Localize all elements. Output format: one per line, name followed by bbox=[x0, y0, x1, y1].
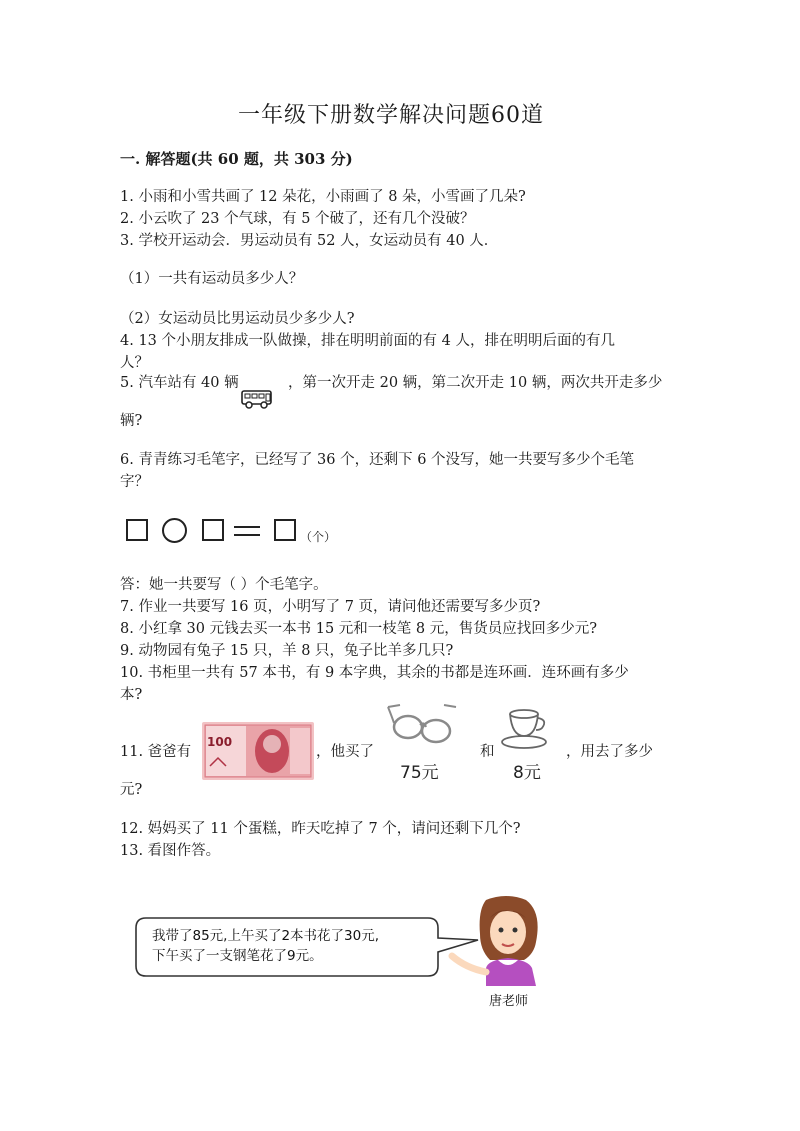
bus-icon bbox=[240, 386, 274, 416]
question-10: 10. 书柜里一共有 57 本书，有 9 本字典，其余的书都是连环画．连环画有多少 bbox=[120, 665, 629, 681]
answer-box bbox=[126, 519, 148, 541]
question-11-cont: ，他买了 bbox=[316, 744, 374, 760]
banknote-value: 100 bbox=[207, 735, 233, 749]
question-4-cont: 人？ bbox=[120, 355, 149, 371]
question-6-answer: 答：她一共要写（ ）个毛笔字。 bbox=[120, 577, 328, 593]
glasses-icon bbox=[384, 703, 460, 753]
question-1: 1. 小雨和小雪共画了 12 朵花，小雨画了 8 朵，小雪画了几朵? bbox=[120, 189, 526, 205]
question-3-part-1: （1）一共有运动员多少人？ bbox=[120, 271, 304, 287]
question-12: 12. 妈妈买了 11 个蛋糕，昨天吃掉了 7 个，请问还剩下几个? bbox=[120, 821, 521, 837]
unit-label: （个） bbox=[300, 530, 337, 544]
question-11-unit: 元? bbox=[120, 782, 143, 798]
section-heading: 一. 解答题(共 60 题，共 303 分) bbox=[120, 150, 353, 168]
banknote-image bbox=[202, 722, 314, 784]
operator-circle bbox=[162, 518, 187, 543]
bubble-line-1: 我带了85元,上午买了2本书花了30元, bbox=[152, 928, 380, 944]
bubble-line-2: 下午买了一支钢笔花了9元。 bbox=[152, 948, 323, 964]
question-5: 5. 汽车站有 40 辆 bbox=[120, 375, 239, 391]
question-7: 7. 作业一共要写 16 页，小明写了 7 页，请问他还需要写多少页? bbox=[120, 599, 541, 615]
question-2: 2. 小云吹了 23 个气球，有 5 个破了，还有几个没破？ bbox=[120, 211, 475, 227]
question-3-part-2: （2）女运动员比男运动员少多少人? bbox=[120, 311, 355, 327]
cup-price: 8元 bbox=[513, 763, 541, 783]
question-11-and: 和 bbox=[480, 744, 495, 760]
glasses-price: 75元 bbox=[400, 763, 439, 783]
cup-icon bbox=[500, 706, 556, 756]
question-6: 6. 青青练习毛笔字，已经写了 36 个，还剩下 6 个没写，她一共要写多少个毛笔 bbox=[120, 452, 635, 468]
question-5-end: 辆? bbox=[120, 413, 143, 429]
question-11: 11. 爸爸有 bbox=[120, 744, 192, 760]
question-3: 3. 学校开运动会．男运动员有 52 人，女运动员有 40 人． bbox=[120, 233, 499, 249]
question-5-cont: ，第一次开走 20 辆，第二次开走 10 辆，两次共开走多少 bbox=[288, 375, 663, 391]
equals-sign bbox=[234, 526, 260, 536]
question-9: 9. 动物园有兔子 15 只，羊 8 只，兔子比羊多几只? bbox=[120, 643, 454, 659]
page-title: 一年级下册数学解决问题60道 bbox=[238, 103, 544, 128]
question-4: 4. 13 个小朋友排成一队做操，排在明明前面的有 4 人，排在明明后面的有几 bbox=[120, 333, 615, 349]
question-13: 13. 看图作答。 bbox=[120, 843, 221, 859]
teacher-illustration bbox=[446, 894, 556, 990]
question-8: 8. 小红拿 30 元钱去买一本书 15 元和一枝笔 8 元，售货员应找回多少元? bbox=[120, 621, 597, 637]
answer-box bbox=[202, 519, 224, 541]
teacher-name: 唐老师 bbox=[489, 994, 529, 1009]
question-6-cont: 字？ bbox=[120, 474, 149, 490]
question-11-end: ，用去了多少 bbox=[566, 744, 653, 760]
answer-box bbox=[274, 519, 296, 541]
question-10-cont: 本? bbox=[120, 687, 143, 703]
